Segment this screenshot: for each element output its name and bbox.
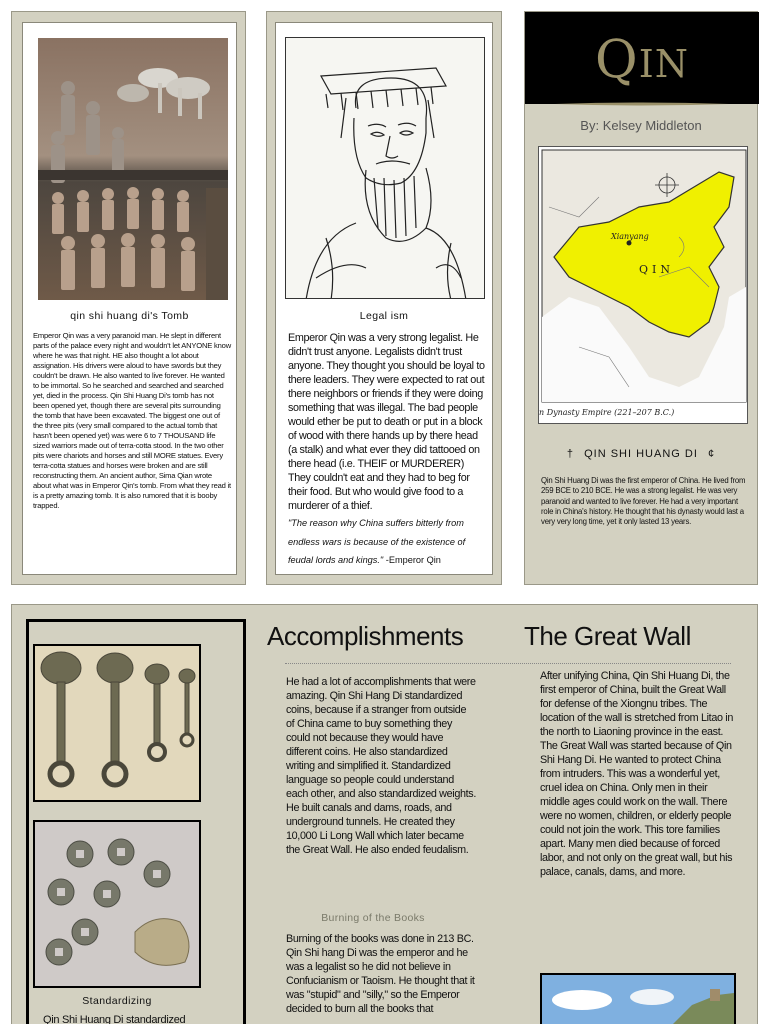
great-wall-illustration xyxy=(542,975,734,1024)
map-caption: n Dynasty Empire (221–207 B.C.) xyxy=(539,408,675,417)
title-bar xyxy=(525,12,759,104)
qin-map-illustration xyxy=(539,147,748,424)
title-ornament xyxy=(555,102,729,106)
left-image-column-inner xyxy=(29,622,243,1024)
legalism-card xyxy=(275,22,493,575)
legalism-quote-block xyxy=(288,513,488,569)
legalism-text: Emperor Qin was a very strong legalist. He didn't trust anyone. Legalists didn't trust anyone. They thought you should be loyal to there leaders. They were expected to rat out there neighbors or friends if they were doing something that was illegal. The bad people would ether be put to death or put in a block of wood with there hands up by there head (a stalk) and what ever they did tattooed on there head (i.e. THEIF or MURDERER) They couldn't eat and they had to beg for their food. But who would give food to a murderer of a thief. xyxy=(288,332,485,513)
map-qin-label: QIN xyxy=(639,263,674,276)
quote-attribution: -Emperor Qin xyxy=(383,555,441,566)
coins-photo xyxy=(33,820,201,988)
byline: By: Kelsey Middleton xyxy=(580,118,702,133)
great-wall-text: After unifying China, Qin Shi Huang Di, the first emperor of China, built the Great Wall for defense of the Xiongnu tribes. The location of the wall is stretched from Litao in the north to Liaoning province in the east. The Great Wall was started because of Qin Shi Hang Di. He wanted to protect China from intruders. This was a wonderful yet, cruel idea on China. Only men in their middle ages could work on the wall. There were no women, children, or elderly people could not join the work. This tore families apart. Many men died because of forced labor, and not only on the great wall, but his palace, canals, dams, and more. xyxy=(540,670,733,879)
heading-rule xyxy=(285,663,731,664)
accomplishments-text: He had a lot of accomplishments that were amazing. Qin Shi Hang Di standardized coins, because if a stranger from outside of China came to buy something they could not because they would have different coins. He also standardized writing and simplified it. Standardized language so people could understand each other, and also standardized weights. He built canals and dams, roads, and underground tunnels. He created they 10,000 Li Long Wall which later became the Great Wall. He also ended feudalism. xyxy=(286,676,476,857)
accomplishments-heading: Accomplishments xyxy=(267,621,464,651)
map-city-label: Xianyang xyxy=(611,232,649,241)
title-rest: IN xyxy=(638,42,689,86)
emperor-heading-text: QIN SHI HUANG DI xyxy=(584,448,698,460)
legalism-quote: "The reason why China suffers bitterly from endless wars is because of the existence of feudal lords and kings." xyxy=(288,518,466,566)
standardizing-text: Qin Shi Huang Di standardized xyxy=(43,1014,186,1024)
legalism-panel xyxy=(266,11,502,585)
standardizing-caption: Standardizing xyxy=(82,995,152,1007)
terracotta-warriors-illustration xyxy=(38,38,228,300)
title-first-letter: Q xyxy=(595,30,639,90)
burning-heading: Burning of the Books xyxy=(321,912,425,924)
bottom-spread xyxy=(11,604,758,1024)
emperor-line-drawing xyxy=(286,38,485,299)
burning-text: Burning of the books was done in 213 BC. Qin Shi hang Di was the emperor and he was a legalist so he did not believe in Confucianism or Taoism. He thought that it was "stupid" and "silly," so the Emperor decided to burn all the books that xyxy=(286,933,475,1016)
great-wall-heading: The Great Wall xyxy=(524,621,691,651)
legalism-caption: Legal ism xyxy=(359,310,409,322)
title-qin xyxy=(525,30,759,90)
emperor-heading xyxy=(525,448,757,460)
qin-map xyxy=(538,146,748,424)
emperor-portrait xyxy=(285,37,485,299)
terracotta-warriors-photo xyxy=(38,38,228,300)
heading-left-mark: † xyxy=(566,448,575,460)
bronze-measuring-spoons xyxy=(35,646,199,800)
title-panel xyxy=(524,11,758,585)
tomb-panel xyxy=(11,11,246,585)
spoons-photo xyxy=(33,644,201,802)
great-wall-photo xyxy=(540,973,736,1024)
tomb-text: Emperor Qin was a very paranoid man. He slept in different parts of the palace every night and wouldn't let ANYONE know where he was that night. HE also thought a lot about assignation. His drivers were aloud to have swords but they couldn't be drawn. He also wanted to live forever. He wanted to be immortal. So he searched and searched and searched yet, died in the process. Qin Shi Huang Di's tomb has not been opened yet, though there are several pits surrounding the tomb that have been excavated. The biggest one out of the three pits (very small compared to the actual tomb that hasn't been opened yet) was were 6 to 7 THOUSAND life sized warriors made out of terra-cotta stood. In the two other pits were chariots and horses and still MORE statues. Every terra-cotta statues and horses were broken and are still reconstructing them. An ancient author, Sima Qian wrote about what was in Emperor Qin's tomb. From what they read it is a pretty amazing tomb. It is also rumored that it is booby trapped. xyxy=(33,331,231,511)
left-image-column xyxy=(26,619,246,1024)
heading-right-mark: ¢ xyxy=(707,448,716,460)
tomb-card xyxy=(22,22,237,575)
emperor-text: Qin Shi Huang Di was the first emperor of China. He lived from 259 BCE to 210 BCE. He was a strong legalist. He was very paranoid and wanted to live forever. He had a very important role in China's history. He thought that his dynasty would last a very very long time, yet it only lasted 13 years. xyxy=(541,476,746,527)
tomb-caption: qin shi huang di's Tomb xyxy=(70,310,189,322)
ban-liang-coins xyxy=(35,822,199,986)
